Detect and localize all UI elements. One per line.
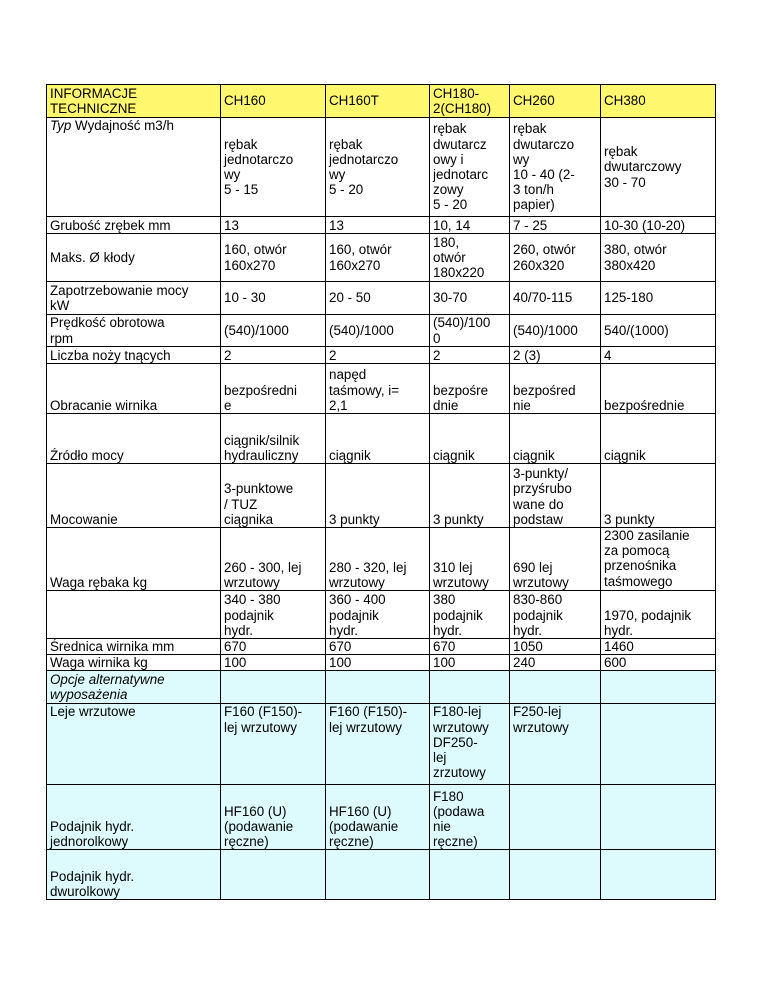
model-ch160: CH160 (221, 85, 326, 118)
cell: 310 lej wrzutowy (430, 528, 510, 591)
model-ch180: CH180- 2(CH180) (430, 85, 510, 118)
row-label: Maks. Ø kłody (47, 234, 221, 282)
model-ch160t: CH160T (326, 85, 430, 118)
cell (510, 671, 601, 704)
cell: rębak jednotarczo wy 5 - 15 (221, 118, 326, 217)
model-ch380: CH380 (601, 85, 716, 118)
cell: 100 (430, 655, 510, 671)
cell: ciągnik/silnik hydrauliczny (221, 414, 326, 464)
cell: 2 (430, 347, 510, 364)
cell: F180 (podawa nie ręczne) (430, 785, 510, 850)
cell: 100 (221, 655, 326, 671)
row-label-text: Wydajność m3/h (71, 118, 174, 133)
row-power-source (47, 414, 716, 464)
cell: 3 punkty (430, 464, 510, 528)
row-chipper-weight (47, 528, 716, 591)
cell (430, 671, 510, 704)
cell: 3 punkty (326, 464, 430, 528)
cell: rębak jednotarczo wy 5 - 20 (326, 118, 430, 217)
cell: 260 - 300, lej wrzutowy (221, 528, 326, 591)
cell: 3-punkty/ przyśrubo wane do podstaw (510, 464, 601, 528)
cell: F160 (F150)- lej wrzutowy (221, 704, 326, 785)
cell: (540)/1000 (326, 315, 430, 347)
cell: 670 (221, 639, 326, 655)
cell: 1970, podajnik hydr. (601, 591, 716, 639)
row-label (47, 591, 221, 639)
cell: 20 - 50 (326, 282, 430, 315)
cell: rębak dwutarczo wy 10 - 40 (2- 3 ton/h papier) (510, 118, 601, 217)
cell (430, 850, 510, 900)
row-label: Waga wirnika kg (47, 655, 221, 671)
row-label: Zapotrzebowanie mocy kW (47, 282, 221, 315)
cell: 10-30 (10-20) (601, 217, 716, 234)
cell: 10, 14 (430, 217, 510, 234)
row-label: Źródło mocy (47, 414, 221, 464)
cell: 2 (326, 347, 430, 364)
cell: napęd taśmowy, i= 2,1 (326, 364, 430, 414)
row-rpm (47, 315, 716, 347)
cell: HF160 (U) (podawanie ręczne) (326, 785, 430, 850)
cell: (540)/100 0 (430, 315, 510, 347)
model-ch260: CH260 (510, 85, 601, 118)
row-rotor-drive (47, 364, 716, 414)
cell: 600 (601, 655, 716, 671)
cell: bezpośre dnie (430, 364, 510, 414)
cell: 830-860 podajnik hydr. (510, 591, 601, 639)
cell: 3-punktowe / TUZ ciągnika (221, 464, 326, 528)
cell: 3 punkty (601, 464, 716, 528)
row-label: Średnica wirnika mm (47, 639, 221, 655)
cell: bezpośrednie (601, 364, 716, 414)
cell: 690 lej wrzutowy (510, 528, 601, 591)
cell: 2 (3) (510, 347, 601, 364)
cell: ciągnik (326, 414, 430, 464)
cell: 160, otwór 160x270 (326, 234, 430, 282)
cell: F180-lej wrzutowy DF250- lej zrzutowy (430, 704, 510, 785)
cell: 160, otwór 160x270 (221, 234, 326, 282)
cell: ciągnik (430, 414, 510, 464)
cell: rębak dwutarczowy 30 - 70 (601, 118, 716, 217)
row-label: Podajnik hydr. jednorolkowy (47, 785, 221, 850)
header-row (47, 85, 716, 118)
row-rotor-weight (47, 655, 716, 671)
cell: 1460 (601, 639, 716, 655)
cell: 2 (221, 347, 326, 364)
cell (601, 850, 716, 900)
cell: 670 (326, 639, 430, 655)
cell (221, 671, 326, 704)
cell (510, 850, 601, 900)
technical-specs-table (46, 84, 716, 900)
header-label: INFORMACJE TECHNICZNE (47, 85, 221, 118)
cell (221, 850, 326, 900)
cell: 2300 zasilanie za pomocą przenośnika taśmowego (601, 528, 716, 591)
cell: 13 (221, 217, 326, 234)
cell: bezpośred nie (510, 364, 601, 414)
cell: 125-180 (601, 282, 716, 315)
row-max-diameter (47, 234, 716, 282)
cell: 380 podajnik hydr. (430, 591, 510, 639)
cell: 280 - 320, lej wrzutowy (326, 528, 430, 591)
cell (601, 671, 716, 704)
cell: 340 - 380 podajnik hydr. (221, 591, 326, 639)
row-rotor-diameter (47, 639, 716, 655)
cell: 540/(1000) (601, 315, 716, 347)
cell (601, 704, 716, 785)
cell: 7 - 25 (510, 217, 601, 234)
row-grubosc (47, 217, 716, 234)
cell: 40/70-115 (510, 282, 601, 315)
cell (326, 850, 430, 900)
cell: 380, otwór 380x420 (601, 234, 716, 282)
cell: 180, otwór 180x220 (430, 234, 510, 282)
row-label: Obracanie wirnika (47, 364, 221, 414)
row-label-italic: Typ (50, 118, 72, 133)
cell (510, 785, 601, 850)
cell: 30-70 (430, 282, 510, 315)
row-label: Waga rębaka kg (47, 528, 221, 591)
cell: 260, otwór 260x320 (510, 234, 601, 282)
cell: 360 - 400 podajnik hydr. (326, 591, 430, 639)
cell: HF160 (U) (podawanie ręczne) (221, 785, 326, 850)
cell: bezpośredni e (221, 364, 326, 414)
row-label: Prędkość obrotowa rpm (47, 315, 221, 347)
row-label: Mocowanie (47, 464, 221, 528)
cell: ciągnik (601, 414, 716, 464)
cell: 10 - 30 (221, 282, 326, 315)
cell: 100 (326, 655, 430, 671)
cell: (540)/1000 (510, 315, 601, 347)
cell: F160 (F150)- lej wrzutowy (326, 704, 430, 785)
cell: F250-lej wrzutowy (510, 704, 601, 785)
row-double-roller-feeder (47, 850, 716, 900)
cell (326, 671, 430, 704)
cell: 240 (510, 655, 601, 671)
row-typ-wydajnosc (47, 118, 716, 217)
cell: rębak dwutarcz owy i jednotarc zowy 5 - 20 (430, 118, 510, 217)
cell (601, 785, 716, 850)
row-options-heading (47, 671, 716, 704)
row-label: Grubość zrębek mm (47, 217, 221, 234)
row-label: Liczba noży tnących (47, 347, 221, 364)
row-label (47, 118, 221, 217)
cell: 1050 (510, 639, 601, 655)
row-power-demand (47, 282, 716, 315)
row-knives (47, 347, 716, 364)
cell: (540)/1000 (221, 315, 326, 347)
cell: 670 (430, 639, 510, 655)
cell: 4 (601, 347, 716, 364)
row-chipper-weight-feeder (47, 591, 716, 639)
cell: 13 (326, 217, 430, 234)
row-label: Podajnik hydr. dwurolkowy (47, 850, 221, 900)
cell: ciągnik (510, 414, 601, 464)
row-label: Leje wrzutowe (47, 704, 221, 785)
row-mounting (47, 464, 716, 528)
row-hoppers (47, 704, 716, 785)
options-heading: Opcje alternatywne wyposażenia (47, 671, 221, 704)
row-single-roller-feeder (47, 785, 716, 850)
